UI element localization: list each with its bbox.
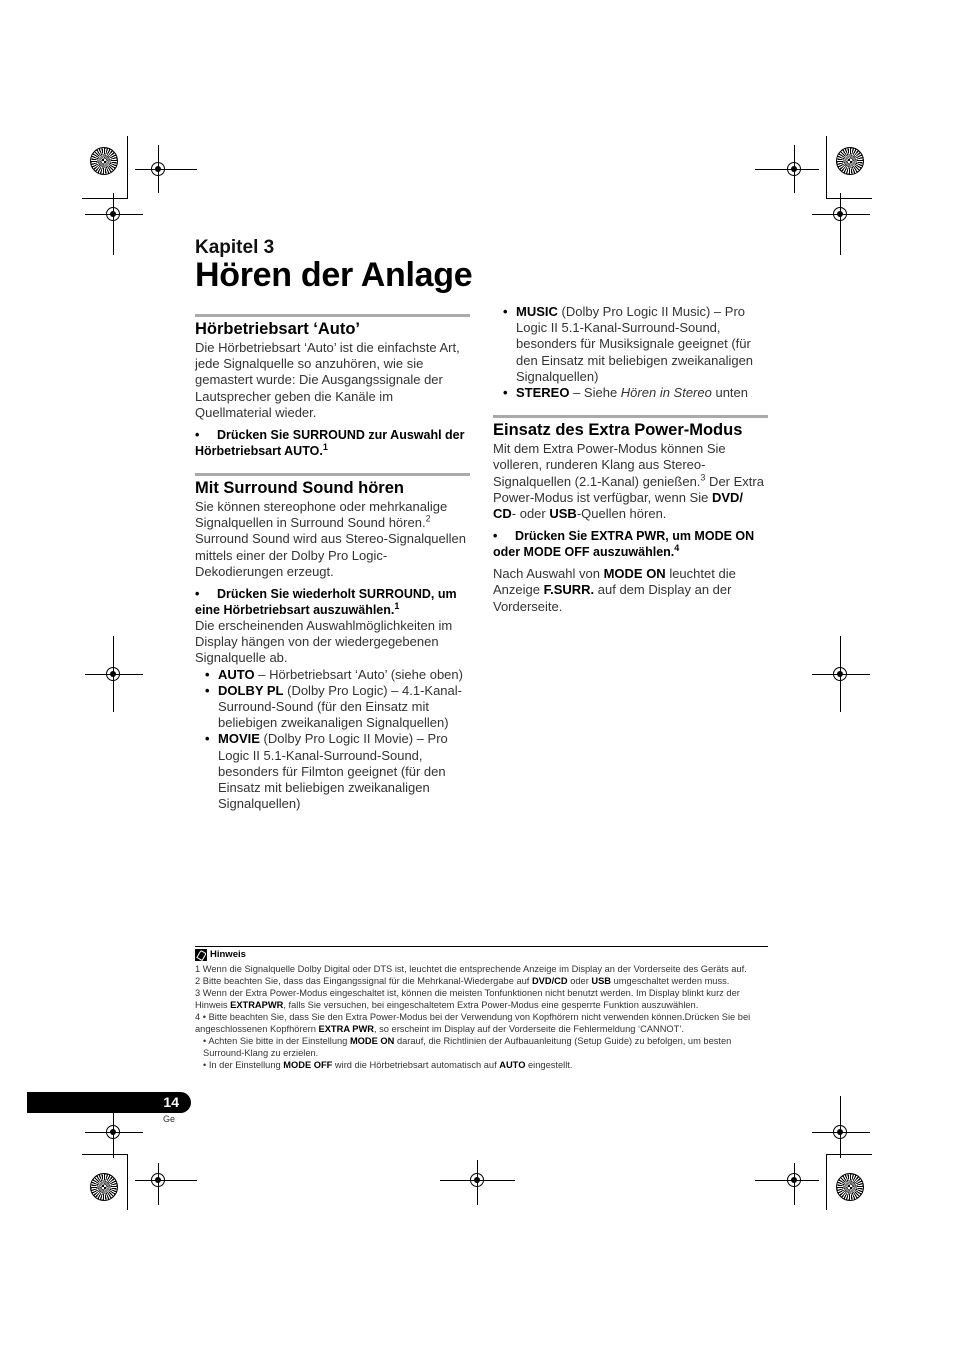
list-item: • MUSIC (Dolby Pro Logic II Music) – Pro Logic II 5.1-Kanal-Surround-Sound, besonders für Musiksignale geeignet (für den Einsatz mit beliebigen zweikanaligen Signalquellen)	[493, 304, 768, 385]
extra-power-step: • Drücken Sie EXTRA PWR, um MODE ON oder MODE OFF auszuwählen.$^4$	[493, 529, 755, 560]
left-column	[195, 314, 470, 812]
footnote: • In der Einstellung MODE OFF wird die Hörbetriebsart automatisch auf AUTO eingestellt.	[203, 1060, 573, 1070]
section-heading-auto: Hörbetriebsart ‘Auto’	[195, 320, 361, 338]
language-code: Ge	[163, 1114, 176, 1124]
surround-text-2: Surround Sound wird aus Stereo-Signalquellen mittels einer der Dolby Pro Logic-Dekodierungen erzeugt.	[195, 531, 467, 579]
footnote: • Achten Sie bitte in der Einstellung MODE ON darauf, die Richtlinien der Aufbauanleitung (Setup Guide) zu befolgen, um besten Surround-Klang zu erzielen.	[203, 1036, 732, 1058]
auto-description: Die Hörbetriebsart ‘Auto’ ist die einfachste Art, jede Signalquelle so anzuhören, wie sie gemastert wurde: Die Ausgangssignale der Lautsprecher geben die Kanäle im Quellmaterial wieder.	[195, 340, 460, 420]
surround-text-1: Sie können stereophone oder mehrkanalige Signalquellen in Surround Sound hören.$^2$	[195, 499, 448, 531]
page-number: 14	[163, 1094, 179, 1110]
extra-power-text-1: Mit dem Extra Power-Modus können Sie volleren, runderen Klang aus Stereo-Signalquellen (2.1-Kanal) genießen.$^3$ Der Extra Power-Modus ist verfügbar, wenn Sie DVD/ CD- oder USB-Quellen hören.	[493, 441, 764, 522]
page-number-tab	[27, 1092, 191, 1113]
extra-power-text-2: Nach Auswahl von MODE ON leuchtet die Anzeige F.SURR. auf dem Display an der Vorderseite.	[493, 566, 736, 614]
list-item: • DOLBY PL (Dolby Pro Logic) – 4.1-Kanal-Surround-Sound (für den Einsatz mit beliebigen zweikanaligen Signalquellen)	[195, 683, 470, 732]
footnote: 3 Wenn der Extra Power-Modus eingeschaltet ist, können die meisten Tonfunktionen nicht benutzt werden. Im Display blinkt kurz der Hinweis EXTRAPWR, falls Sie versuchen, bei eingeschaltetem Extra Power-Modus eine gesperrte Funktion auszuwählen.	[195, 988, 740, 1010]
color-bar-icon	[836, 1173, 864, 1201]
section-rule	[493, 415, 768, 418]
color-bar-icon	[90, 147, 118, 175]
color-bar-icon	[836, 147, 864, 175]
footnote: 2 Bitte beachten Sie, dass das Eingangssignal für die Mehrkanal-Wiedergabe auf DVD/CD oder USB umgeschaltet werden muss.	[195, 976, 730, 986]
pencil-icon	[195, 949, 207, 961]
list-item: • AUTO – Hörbetriebsart ‘Auto’ (siehe oben)	[195, 667, 470, 683]
section-rule	[195, 473, 470, 476]
notes-heading: Hinweis	[195, 949, 768, 961]
section-heading-surround: Mit Surround Sound hören	[195, 479, 404, 498]
list-item: • STEREO – Siehe Hören in Stereo unten	[493, 385, 768, 401]
surround-text-3: Die erscheinenden Auswahlmöglichkeiten im Display hängen von der wiedergegebenen Signalquelle ab.	[195, 618, 453, 666]
list-item: • MOVIE (Dolby Pro Logic II Movie) – Pro Logic II 5.1-Kanal-Surround-Sound, besonders für Filmton geeignet (für den Einsatz mit beliebigen zweikanaligen Signalquellen)	[195, 731, 470, 812]
chapter-label: Kapitel 3	[195, 237, 275, 258]
mode-list-continued	[493, 304, 768, 401]
footnote: 1 Wenn die Signalquelle Dolby Digital oder DTS ist, leuchtet die entsprechende Anzeige im Display an der Vorderseite des Geräts auf.	[195, 964, 747, 974]
right-column	[493, 304, 768, 615]
footnotes	[195, 946, 768, 1071]
surround-step: • Drücken Sie wiederholt SURROUND, um eine Hörbetriebsart auszuwählen.$^1$	[195, 587, 457, 618]
footnote: 4 • Bitte beachten Sie, dass Sie den Extra Power-Modus bei der Verwendung von Kopfhörern nicht verwenden können.Drücken Sie bei angeschlossenen Kopfhörern EXTRA PWR, so erscheint im Display auf der Vorderseite die Fehlermeldung ‘CANNOT’.	[195, 1012, 751, 1034]
section-rule	[195, 314, 470, 317]
mode-list	[195, 667, 470, 813]
chapter-title: Hören der Anlage	[195, 256, 473, 294]
auto-step: • Drücken Sie SURROUND zur Auswahl der Hörbetriebsart AUTO.$^1$	[195, 428, 465, 459]
color-bar-icon	[90, 1173, 118, 1201]
section-heading-extra-power: Einsatz des Extra Power-Modus	[493, 421, 743, 440]
